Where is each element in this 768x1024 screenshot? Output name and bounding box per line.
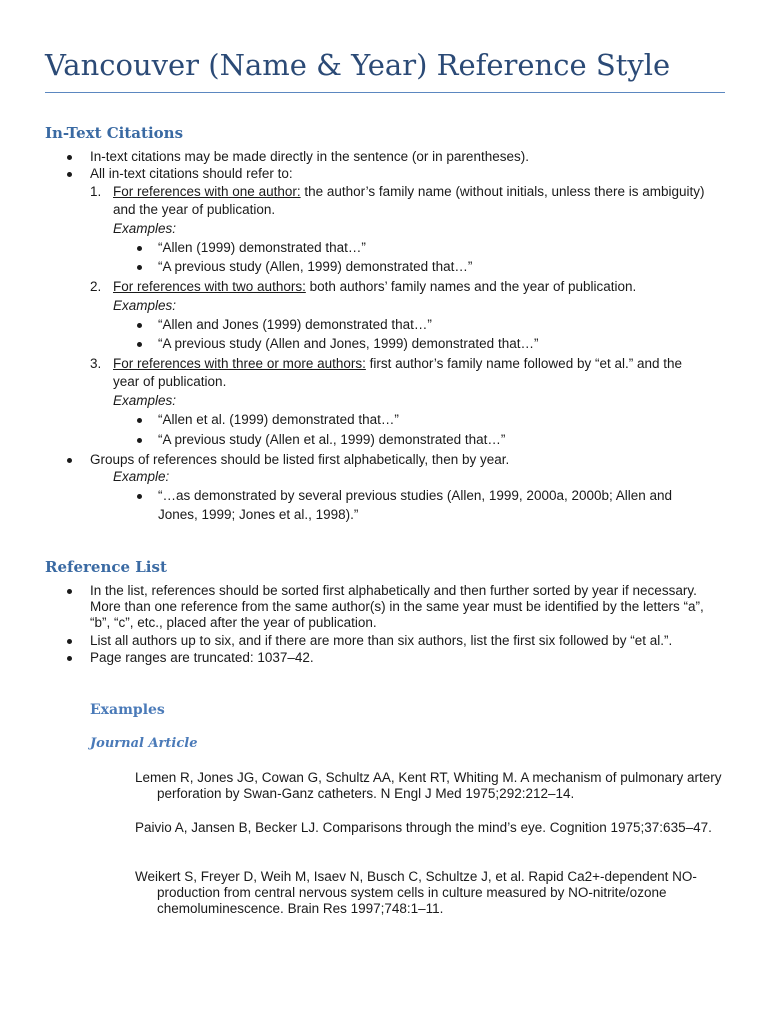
list-number: 3.	[90, 356, 102, 371]
bullet-dot	[137, 265, 142, 270]
examples-label: Examples:	[113, 298, 177, 313]
title-underline	[45, 92, 725, 93]
bullet-text: Page ranges are truncated: 1037–42.	[90, 650, 314, 665]
example-label: Example:	[113, 469, 170, 484]
list-item-3-line	[113, 356, 682, 372]
bullet-text-cont: “b”, “c”, etc., placed after the year of publication.	[90, 615, 377, 630]
list-item-1-line	[113, 184, 705, 200]
bullet-text: In-text citations may be made directly in the sentence (or in parentheses).	[90, 149, 529, 164]
bullet-dot	[137, 438, 142, 443]
section-heading-reference-list: Reference List	[45, 558, 167, 576]
list-item-text: first author’s family name followed by “et al.” and the	[365, 356, 683, 371]
list-item-label: For references with one author:	[113, 184, 301, 199]
bullet-dot	[67, 639, 72, 644]
bullet-dot	[137, 323, 142, 328]
examples-label: Examples:	[113, 221, 177, 236]
bullet-text: All in-text citations should refer to:	[90, 166, 293, 181]
list-item-label: For references with three or more authors:	[113, 356, 366, 371]
bullet-dot	[137, 342, 142, 347]
bullet-dot	[67, 172, 72, 177]
bullet-text: Groups of references should be listed first alphabetically, then by year.	[90, 452, 510, 467]
bullet-text-cont: More than one reference from the same author(s) in the same year must be identified by the letters “a”,	[90, 599, 704, 614]
example-text: “A previous study (Allen and Jones, 1999) demonstrated that…”	[158, 336, 539, 351]
example-text: “Allen and Jones (1999) demonstrated that…”	[158, 317, 432, 332]
bullet-text: List all authors up to six, and if there are more than six authors, list the first six followed by “et al.”.	[90, 633, 673, 648]
list-number: 2.	[90, 279, 102, 294]
section-heading-in-text: In-Text Citations	[45, 124, 184, 142]
bullet-dot	[137, 246, 142, 251]
example-text: “Allen et al. (1999) demonstrated that…”	[158, 412, 399, 427]
examples-heading: Examples	[90, 702, 165, 718]
reference-entry: Weikert S, Freyer D, Weih M, Isaev N, Busch C, Schultze J, et al. Rapid Ca2+-dependent NO-production from central nervous system cells in culture measured by NO-nitrite/ozone chemoluminescence. Brain Res 1997;748:1–11.	[135, 869, 697, 916]
journal-article-heading: Journal Article	[90, 736, 198, 751]
example-text-cont: Jones, 1999; Jones et al., 1998).”	[158, 507, 359, 522]
example-text: “…as demonstrated by several previous studies (Allen, 1999, 2000a, 2000b; Allen and	[158, 488, 673, 503]
list-item-2-line	[113, 279, 636, 295]
list-item-text: both authors’ family names and the year of publication.	[305, 279, 637, 294]
reference-entry: Paivio A, Jansen B, Becker LJ. Comparisons through the mind’s eye. Cognition 1975;37:635–47.	[135, 820, 712, 835]
bullet-text: In the list, references should be sorted first alphabetically and then further sorted by year if necessary.	[90, 583, 697, 598]
example-text: “A previous study (Allen, 1999) demonstrated that…”	[158, 259, 473, 274]
list-item-text: the author’s family name (without initials, unless there is ambiguity)	[300, 184, 705, 199]
bullet-dot	[67, 656, 72, 661]
list-item-text-cont: and the year of publication.	[113, 202, 276, 217]
page-title: Vancouver (Name & Year) Reference Style	[45, 48, 671, 82]
examples-label: Examples:	[113, 393, 177, 408]
list-number: 1.	[90, 184, 102, 199]
bullet-dot	[67, 458, 72, 463]
reference-entry: Lemen R, Jones JG, Cowan G, Schultz AA, Kent RT, Whiting M. A mechanism of pulmonary artery perforation by Swan-Ganz catheters. N Engl J Med 1975;292:212–14.	[135, 770, 722, 801]
example-text: “Allen (1999) demonstrated that…”	[158, 240, 366, 255]
bullet-dot	[137, 494, 142, 499]
list-item-text-cont: year of publication.	[113, 374, 227, 389]
bullet-dot	[67, 589, 72, 594]
bullet-dot	[137, 418, 142, 423]
bullet-dot	[67, 155, 72, 160]
list-item-label: For references with two authors:	[113, 279, 306, 294]
example-text: “A previous study (Allen et al., 1999) demonstrated that…”	[158, 432, 506, 447]
